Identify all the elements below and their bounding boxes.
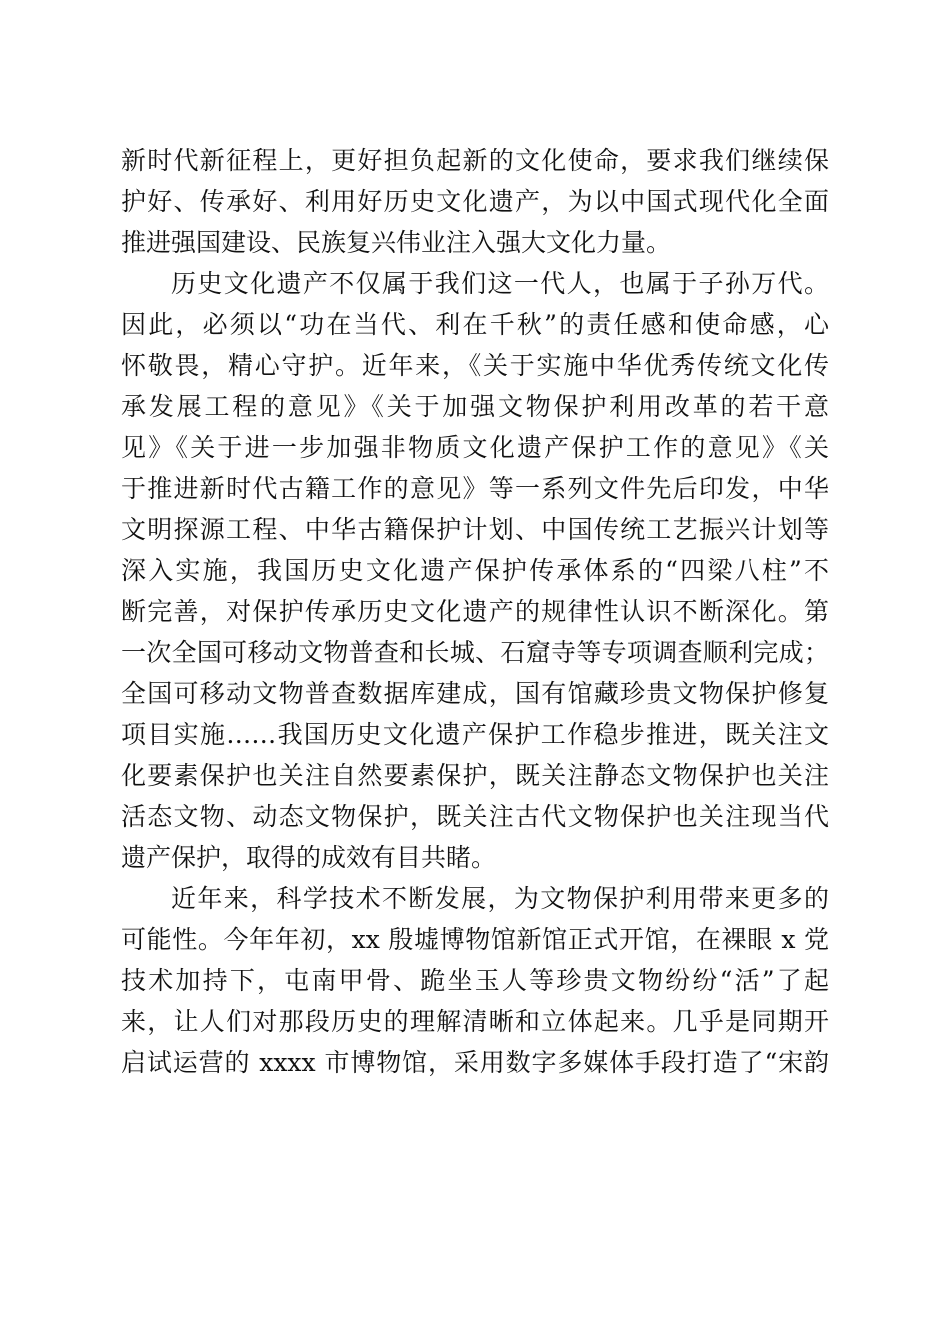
paragraph-2 [121,263,829,878]
text-line: 怀敬畏，精心守护。近年来，《关于实施中华优秀传统文化传 [121,351,829,380]
text-line: 遗产保护，取得的成效有目共睹。 [121,843,497,872]
text-line: 一次全国可移动文物普查和长城、石窟寺等专项调查顺利完成； [121,638,829,667]
text-line: 全国可移动文物普查数据库建成，国有馆藏珍贵文物保护修复 [121,679,829,708]
text-line: 可能性。今年年初，xx 殷墟博物馆新馆正式开馆，在裸眼 x 党 [121,925,829,954]
text-line: 近年来，科学技术不断发展，为文物保护利用带来更多的 [171,884,829,913]
text-line: 于推进新时代古籍工作的意见》等一系列文件先后印发，中华 [121,474,829,503]
text-line: 承发展工程的意见》《关于加强文物保护利用改革的若干意 [121,392,829,421]
text-line: 历史文化遗产不仅属于我们这一代人，也属于子孙万代。 [171,269,829,298]
text-line: 因此，必须以“功在当代、利在千秋”的责任感和使命感，心 [121,310,829,339]
text-line: 文明探源工程、中华古籍保护计划、中国传统工艺振兴计划等 [121,515,829,544]
text-line: 化要素保护也关注自然要素保护，既关注静态文物保护也关注 [121,761,829,790]
text-line: 推进强国建设、民族复兴伟业注入强大文化力量。 [121,228,672,257]
text-line: 技术加持下，屯南甲骨、跪坐玉人等珍贵文物纷纷“活”了起 [121,966,829,995]
text-line: 启试运营的 xxxx 市博物馆，采用数字多媒体手段打造了“宋韵 [121,1048,829,1077]
text-line: 见》《关于进一步加强非物质文化遗产保护工作的意见》《关 [121,433,829,462]
text-line: 活态文物、动态文物保护，既关注古代文物保护也关注现当代 [121,802,829,831]
text-line: 断完善，对保护传承历史文化遗产的规律性认识不断深化。第 [121,597,829,626]
text-line: 护好、传承好、利用好历史文化遗产，为以中国式现代化全面 [121,187,829,216]
text-line: 深入实施，我国历史文化遗产保护传承体系的“四梁八柱”不 [121,556,829,585]
paragraph-1 [121,140,829,263]
text-line: 来，让人们对那段历史的理解清晰和立体起来。几乎是同期开 [121,1007,829,1036]
text-line: 项目实施……我国历史文化遗产保护工作稳步推进，既关注文 [121,720,829,749]
document-body [121,140,829,1083]
text-line: 新时代新征程上，更好担负起新的文化使命，要求我们继续保 [121,146,829,175]
paragraph-3 [121,878,829,1083]
